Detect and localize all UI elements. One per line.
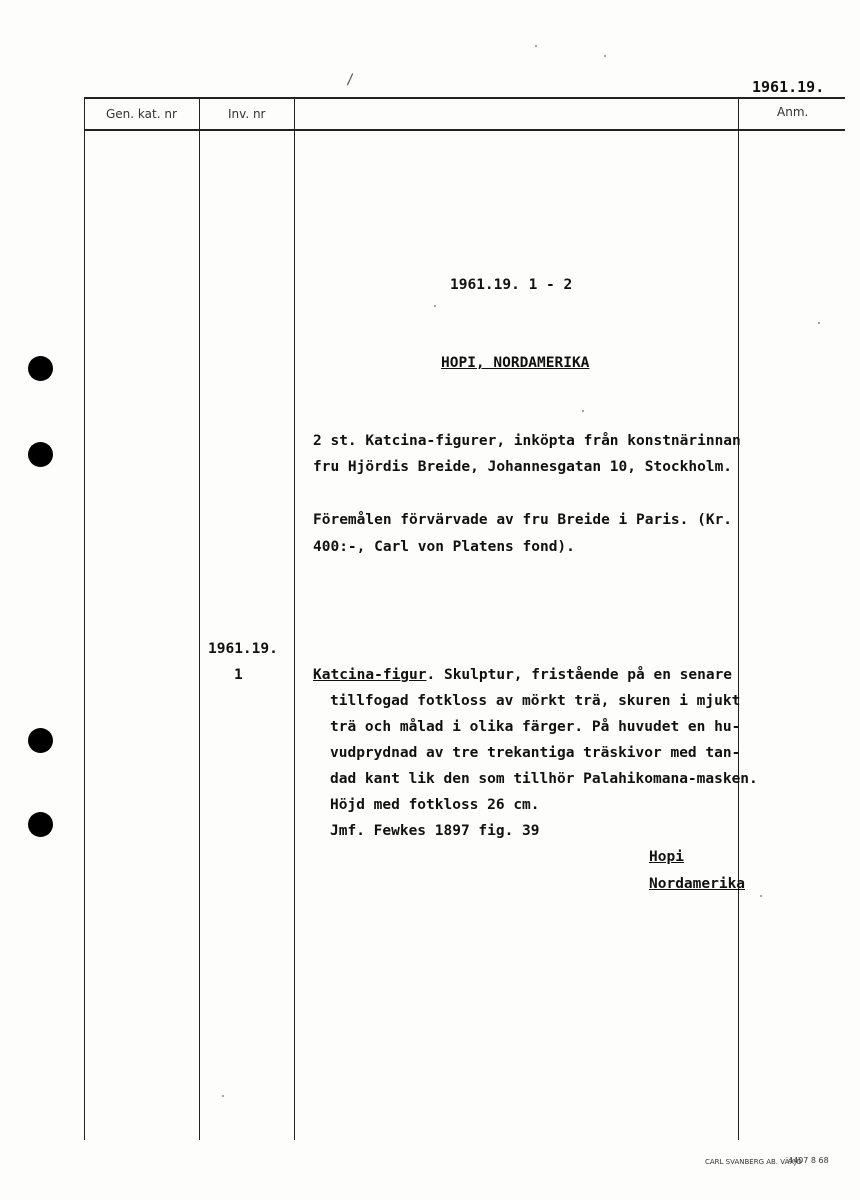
paper-speck [535,45,537,47]
binder-hole-icon [28,442,53,467]
paper-speck [434,305,436,307]
paper-speck [222,1095,224,1097]
record-range-title: 1961.19. 1 - 2 [450,277,573,293]
column-rule-left [84,98,85,1140]
column-rule-inv [294,98,295,1140]
column-header-inv: Inv. nr [228,107,266,121]
item-description-line: Jmf. Fewkes 1897 fig. 39 [330,823,540,839]
record-heading: HOPI, NORDAMERIKA [441,355,590,371]
paper-speck [604,55,606,57]
item-description-line: dad kant lik den som tillhör Palahikomana-masken. [330,771,758,787]
column-header-anm: Anm. [777,105,809,119]
item-description-line: tillfogad fotkloss av mörkt trä, skuren i mjukt [330,693,741,709]
intro-line: fru Hjördis Breide, Johannesgatan 10, Stockholm. [313,459,733,475]
item-tag-region: Nordamerika [649,876,746,892]
paper-speck [582,410,584,412]
item-sub-number: 1 [234,667,243,683]
acquisition-line: 400:-, Carl von Platens fond). [313,539,575,555]
printer-imprint: CARL SVANBERG AB. VÄXJÖ [705,1158,802,1166]
binder-hole-icon [28,812,53,837]
binder-hole-icon [28,728,53,753]
binder-hole-icon [28,356,53,381]
paper-speck [760,895,762,897]
item-tag-place: Hopi [649,849,684,865]
top-reference-number: 1961.19. [752,78,825,96]
column-rule-gen [199,98,200,1140]
item-term: Katcina-figur [313,667,427,683]
form-code: 4407 8 68 [788,1156,829,1165]
column-header-gen-kat: Gen. kat. nr [106,107,177,121]
intro-line: 2 st. Katcina-figurer, inköpta från konstnärinnan [313,433,741,449]
item-description-line: trä och målad i olika färger. På huvudet en hu- [330,719,741,735]
item-inv-number: 1961.19. [208,641,278,657]
slash-mark: / [346,72,355,88]
item-first-line [313,667,732,683]
item-first-line-rest: . Skulptur, fristående på en senare [426,667,733,683]
column-rule-anm [738,98,739,1140]
acquisition-line: Föremålen förvärvade av fru Breide i Paris. (Kr. [313,512,733,528]
item-description-line: vudprydnad av tre trekantiga träskivor med tan- [330,745,741,761]
item-description-line: Höjd med fotkloss 26 cm. [330,797,540,813]
paper-speck [818,322,820,324]
